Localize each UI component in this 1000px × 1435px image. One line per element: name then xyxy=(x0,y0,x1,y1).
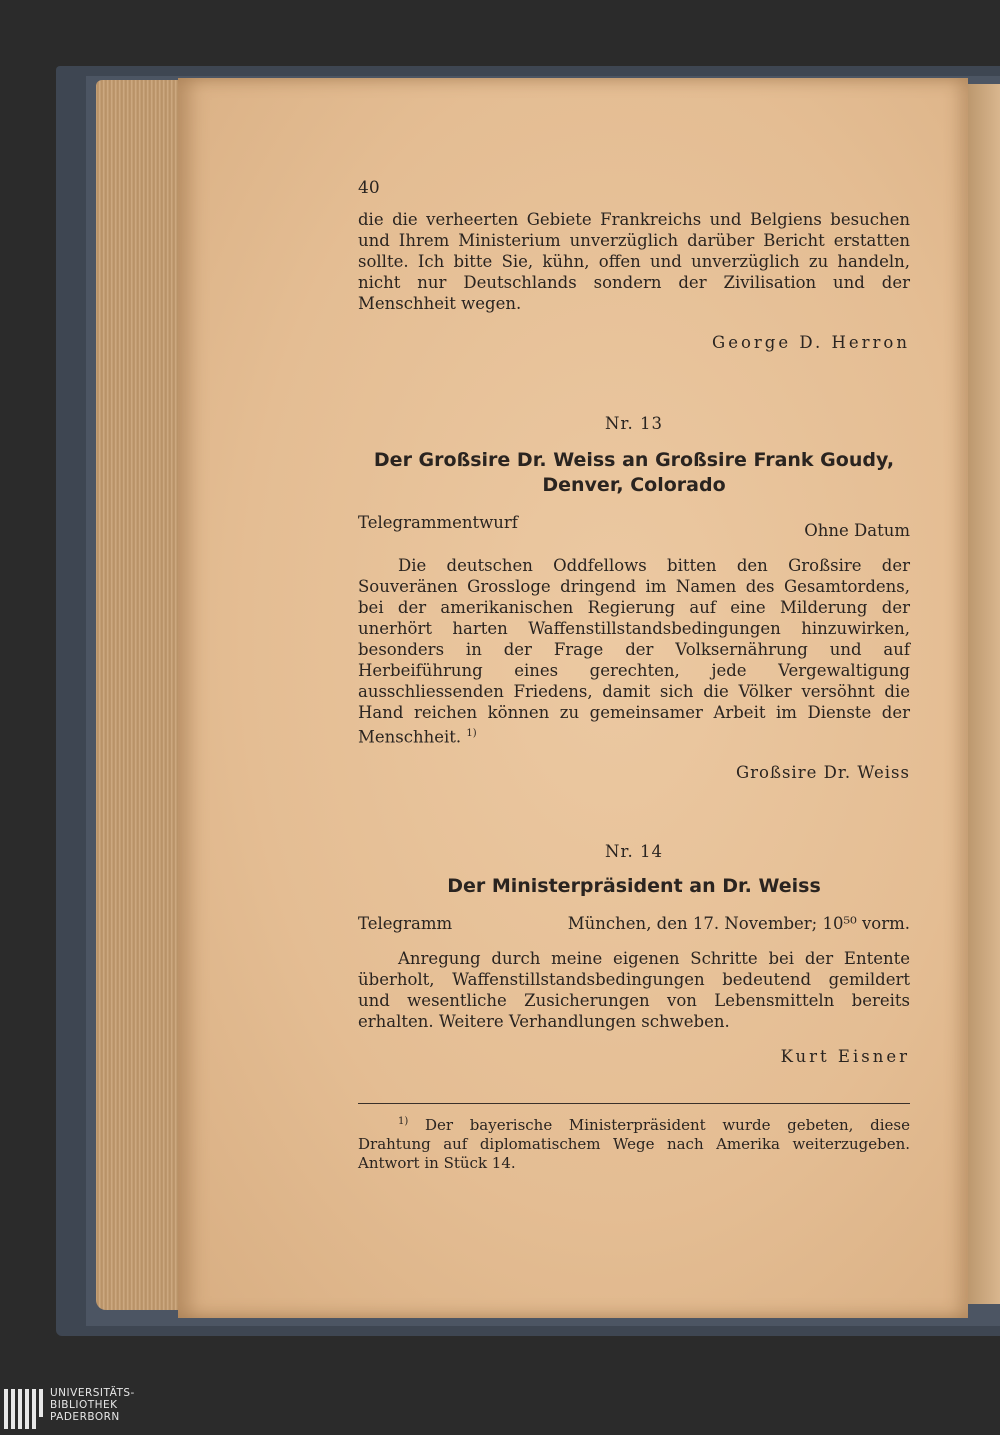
page-number: 40 xyxy=(358,178,380,198)
doc13-title-line1: Der Großsire Dr. Weiss an Großsire Frank Goudy, xyxy=(373,449,895,471)
footnote-divider xyxy=(358,1103,910,1104)
intro-paragraph: die die verheerten Gebiete Frankreichs und Belgiens besuchen und Ihrem Ministerium unverzüglich darüber Bericht erstatten sollte. Ich bitte Sie, kühn, offen und unverzüglich zu handeln, nicht nur Deutschlands sondern der Zivilisation und der Menschheit wegen. xyxy=(358,210,910,313)
footnote-mark: 1) xyxy=(398,1115,409,1127)
doc13-signature: Großsire Dr. Weiss xyxy=(735,762,910,782)
doc13-type: Telegrammentwurf xyxy=(358,513,518,532)
doc13-meta xyxy=(358,512,910,541)
facing-page-edge xyxy=(964,84,1000,1304)
doc13-title xyxy=(358,448,910,498)
doc13-footnote-mark: 1) xyxy=(466,728,477,739)
doc14-signature: Kurt Eisner xyxy=(780,1046,910,1066)
doc14-number: Nr. 14 xyxy=(605,841,663,861)
doc13-body-text: Die deutschen Oddfellows bitten den Großsire der Souveränen Grossloge dringend im Namen des Gesamtordens, bei der amerikanischen Regierung auf eine Milderung der unerhört harten Waffenstillstandsbedingungen hinzuwirken, besonders in der Frage der Volksernährung und auf Herbeiführung eines gerechten, jede Vergewaltigung ausschliessenden Friedens, damit sich die Völker versöhnt die Hand reichen können zu gemeinsamer Arbeit im Dienste der Menschheit. xyxy=(358,556,910,747)
library-name xyxy=(50,1387,135,1423)
library-name-line3: PADERBORN xyxy=(50,1411,120,1423)
footnote-text: Der bayerische Ministerpräsident wurde gebeten, diese Drahtung auf diplomatischem Wege nach Amerika weiterzugeben. Antwort in Stück 14. xyxy=(358,1115,910,1172)
doc13-number: Nr. 13 xyxy=(605,414,663,433)
doc13-title-line2: Denver, Colorado xyxy=(542,474,726,496)
library-logo-icon xyxy=(4,1389,42,1429)
doc14-title: Der Ministerpräsident an Dr. Weiss xyxy=(447,874,821,897)
doc13-date: Ohne Datum xyxy=(804,521,910,540)
doc14-date: München, den 17. November; 10⁵⁰ vorm. xyxy=(567,913,910,933)
library-stamp xyxy=(0,1383,200,1435)
intro-signature: George D. Herron xyxy=(712,333,910,352)
library-name-line2: BIBLIOTHEK xyxy=(50,1399,118,1411)
doc13-body xyxy=(358,555,910,748)
doc14-meta xyxy=(358,913,910,934)
doc14-body: Anregung durch meine eigenen Schritte bei der Entente überholt, Waffenstillstandsbedingungen bedeutend gemildert und wesentliche Zusicherungen von Lebensmitteln bereits erhalten. Weitere Verhandlungen schweben. xyxy=(358,948,910,1031)
page-content xyxy=(358,178,910,1173)
footnote xyxy=(358,1112,910,1173)
library-name-line1: UNIVERSITÄTS- xyxy=(50,1387,135,1399)
doc14-type: Telegramm xyxy=(358,913,453,933)
